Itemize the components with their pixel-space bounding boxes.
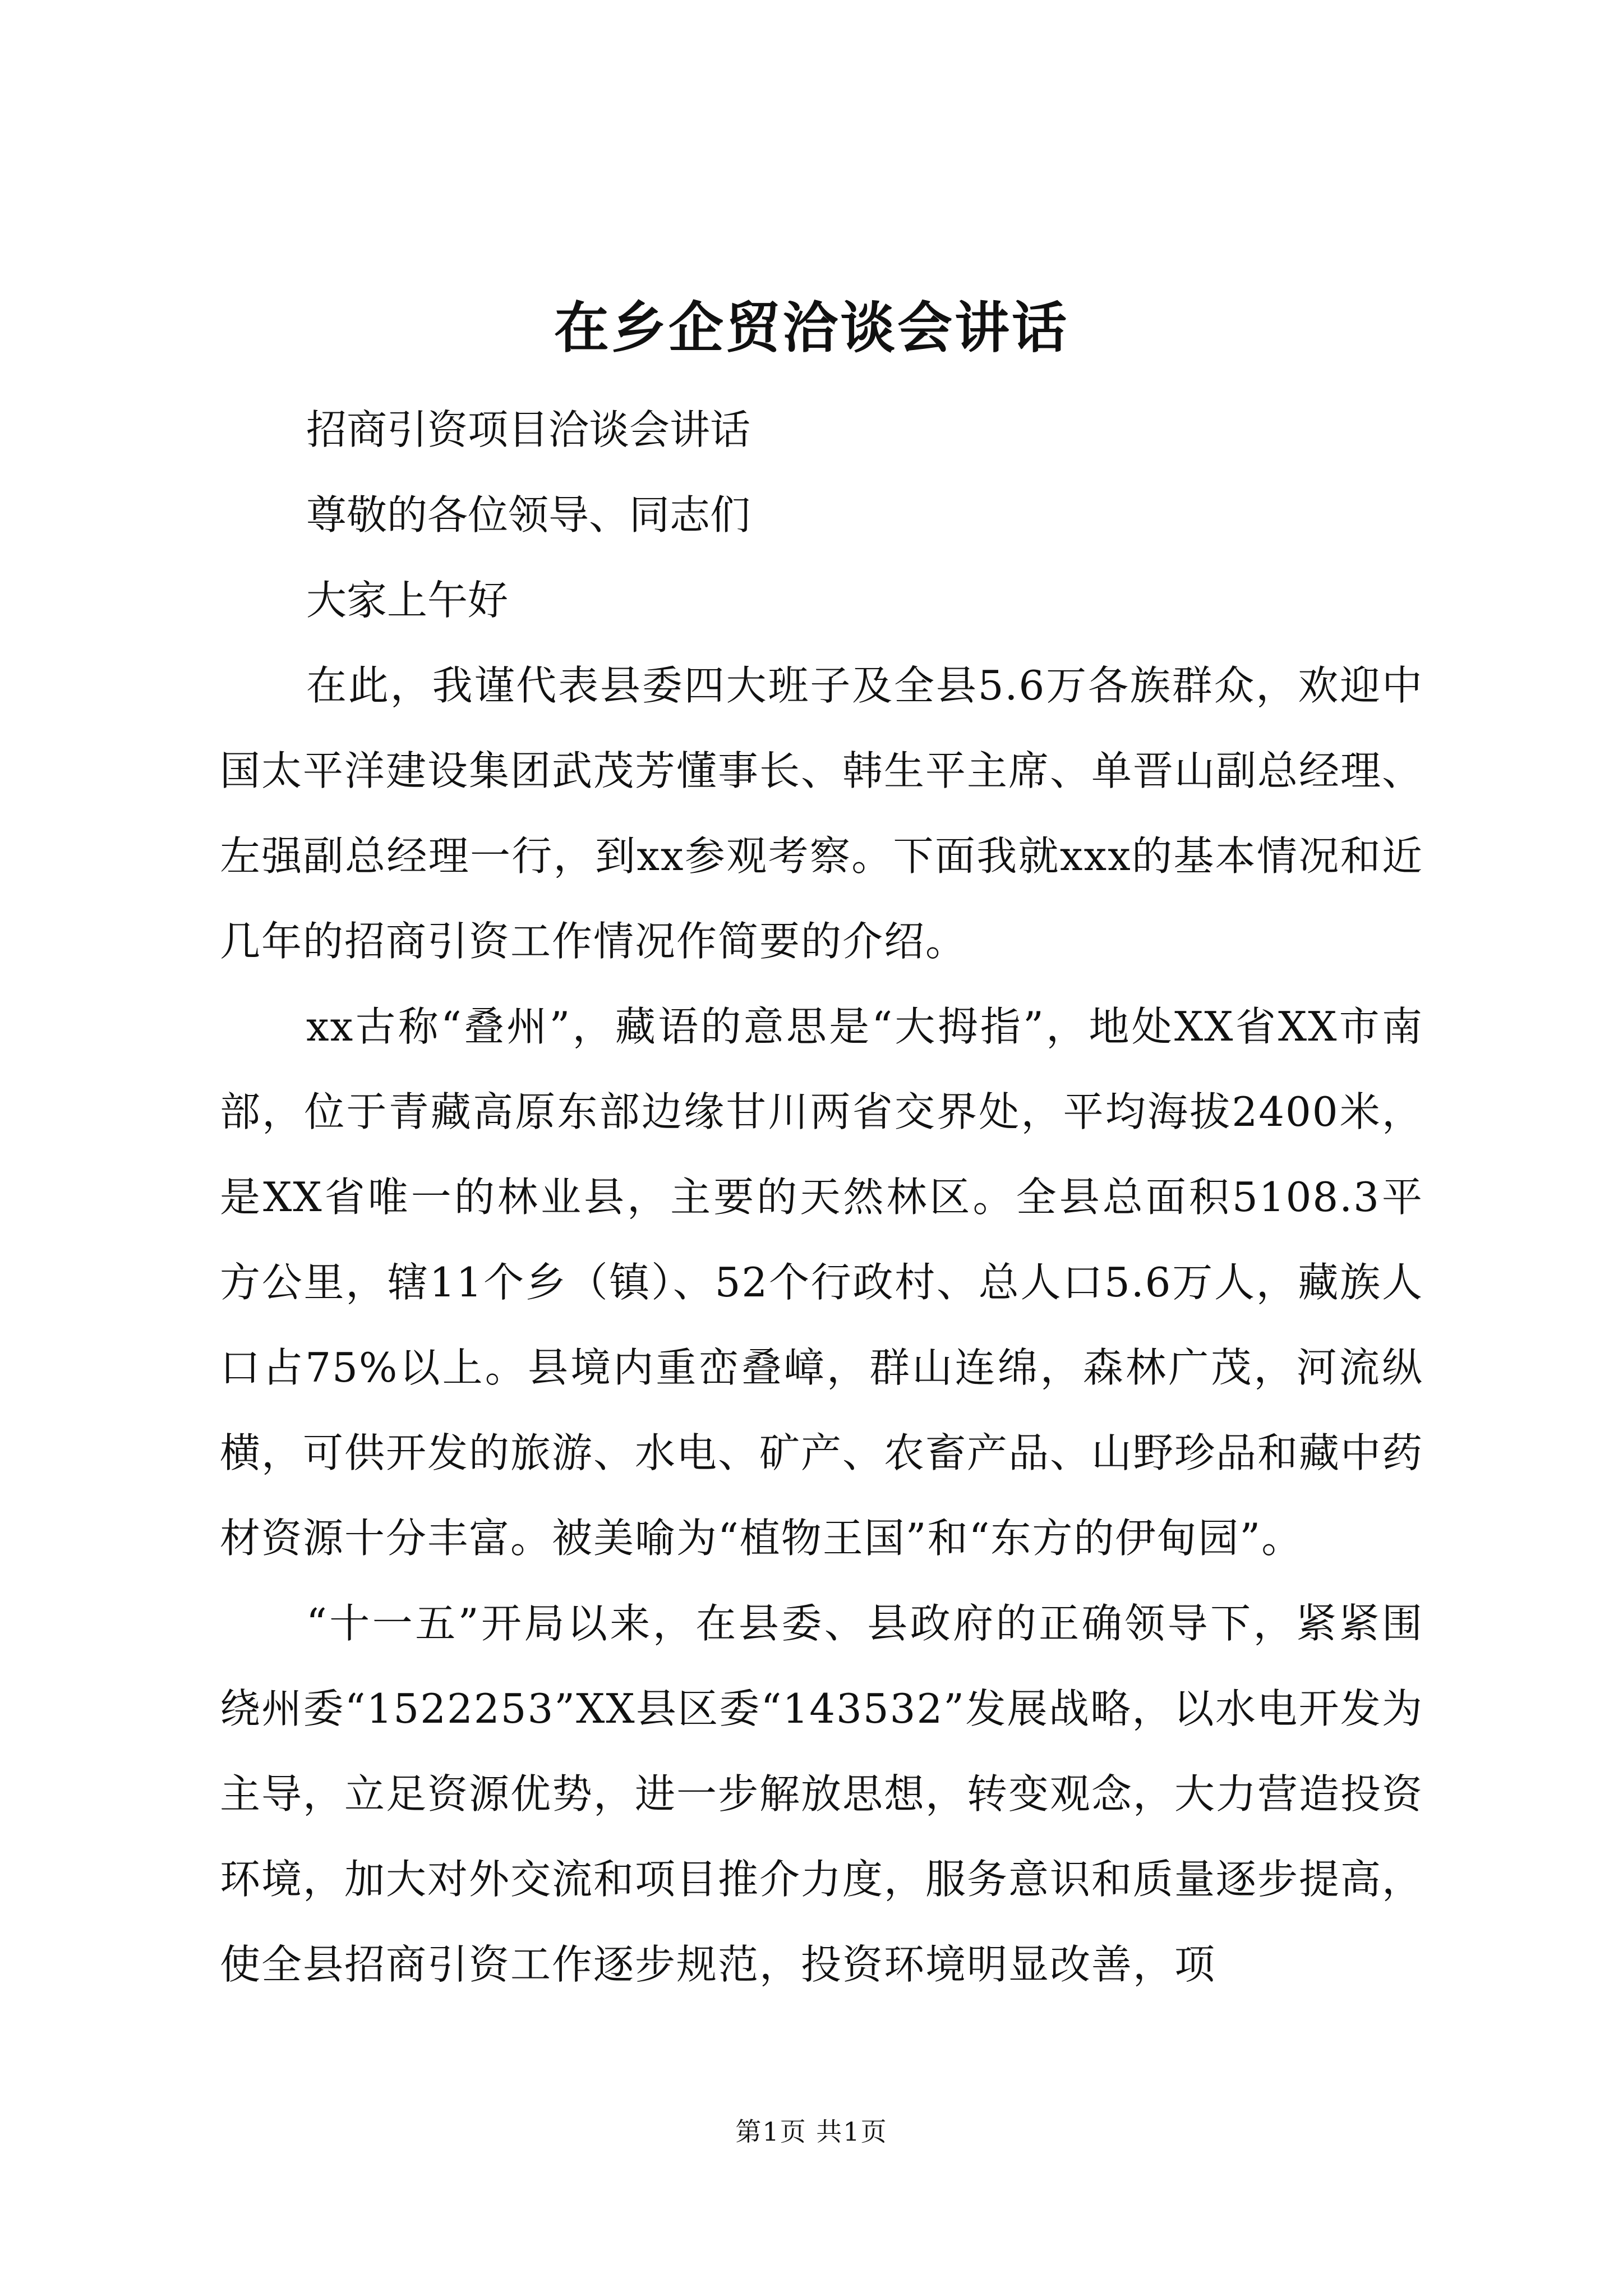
document-title: 在乡企贸洽谈会讲话 xyxy=(554,296,1069,360)
paragraph-county-overview: xx古称“叠州”，藏语的意思是“大拇指”，地处XX省XX市南部，位于青藏高原东部边缘甘川两省交界处，平均海拔2400米，是XX省唯一的林业县，主要的天然林区。全县总面积5108.3平方公里，辖11个乡（镇）、52个行政村、总人口5.6万人，藏族人口占75%以上。县境内重峦叠嶂，群山连绵，森林广茂，河流纵横，可供开发的旅游、水电、矿产、农畜产品、山野珍品和藏中药材资源十分丰富。被美喻为“植物王国”和“东方的伊甸园”。 xyxy=(220,1003,1424,1562)
document-body xyxy=(220,387,1423,2007)
greeting-line: 大家上午好 xyxy=(306,577,509,624)
subtitle-line: 招商引资项目洽谈会讲话 xyxy=(306,406,751,453)
page-number-footer: 第1页 共1页 xyxy=(735,2116,888,2147)
salutation-line: 尊敬的各位领导、同志们 xyxy=(306,491,751,539)
paragraph-development-strategy: “十一五”开局以来，在县委、县政府的正确领导下，紧紧围绕州委“1522253”XX县区委“143532”发展战略，以水电开发为主导，立足资源优势，进一步解放思想，转变观念，大力营造投资环境，加大对外交流和项目推介力度，服务意识和质量逐步提高，使全县招商引资工作逐步规范，投资环境明显改善，项 xyxy=(220,1600,1424,1988)
paragraph-welcome: 在此，我谨代表县委四大班子及全县5.6万各族群众，欢迎中国太平洋建设集团武茂芳懂事长、韩生平主席、单晋山副总经理、左强副总经理一行，到xx参观考察。下面我就xxx的基本情况和近几年的招商引资工作情况作简要的介绍。 xyxy=(220,662,1424,965)
